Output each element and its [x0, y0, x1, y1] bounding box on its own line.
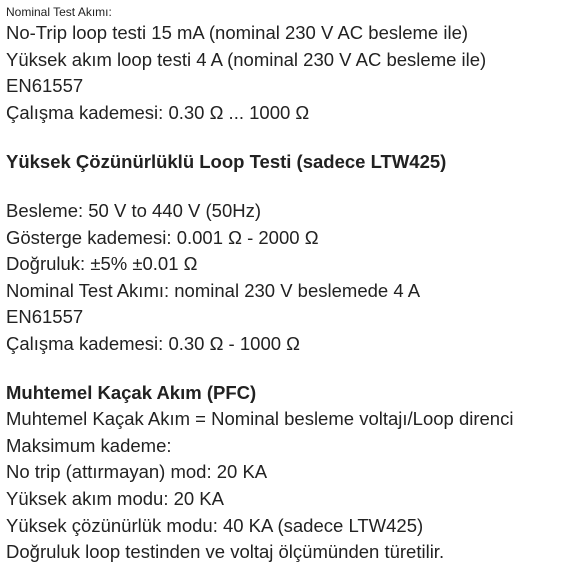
pfc-heading: Muhtemel Kaçak Akım (PFC)	[6, 381, 257, 403]
high-current-mode-line: Yüksek akım modu: 20 KA	[6, 487, 224, 509]
accuracy-derivation-line: Doğruluk loop testinden ve voltaj ölçümünden türetilir.	[6, 541, 445, 563]
accuracy-line: Doğruluk: ±5% ±0.01 Ω	[6, 253, 198, 275]
high-current-loop-test-line: Yüksek akım loop testi 4 A (nominal 230 V AC besleme ile)	[6, 48, 487, 70]
high-resolution-mode-line: Yüksek çözünürlük modu: 40 KA (sadece LTW425)	[6, 514, 424, 536]
standard-line: EN61557	[6, 75, 84, 97]
operating-range-line: Çalışma kademesi: 0.30 Ω ... 1000 Ω	[6, 101, 310, 123]
nominal-test-current-line: Nominal Test Akımı: nominal 230 V beslemede 4 A	[6, 279, 421, 301]
standard-line: EN61557	[6, 306, 84, 328]
supply-line: Besleme: 50 V to 440 V (50Hz)	[6, 199, 262, 221]
spec-document	[6, 5, 572, 566]
operating-range-line: Çalışma kademesi: 0.30 Ω - 1000 Ω	[6, 332, 300, 354]
test-current-label: Nominal Test Akımı:	[6, 5, 112, 19]
high-resolution-loop-test-heading: Yüksek Çözünürlüklü Loop Testi (sadece LTW425)	[6, 151, 447, 173]
max-range-label: Maksimum kademe:	[6, 434, 172, 456]
pfc-formula-line: Muhtemel Kaçak Akım = Nominal besleme voltajı/Loop direnci	[6, 408, 514, 430]
display-range-line: Gösterge kademesi: 0.001 Ω - 2000 Ω	[6, 226, 319, 248]
no-trip-loop-test-line: No-Trip loop testi 15 mA (nominal 230 V AC besleme ile)	[6, 22, 469, 43]
no-trip-mode-line: No trip (attırmayan) mod: 20 KA	[6, 461, 268, 483]
